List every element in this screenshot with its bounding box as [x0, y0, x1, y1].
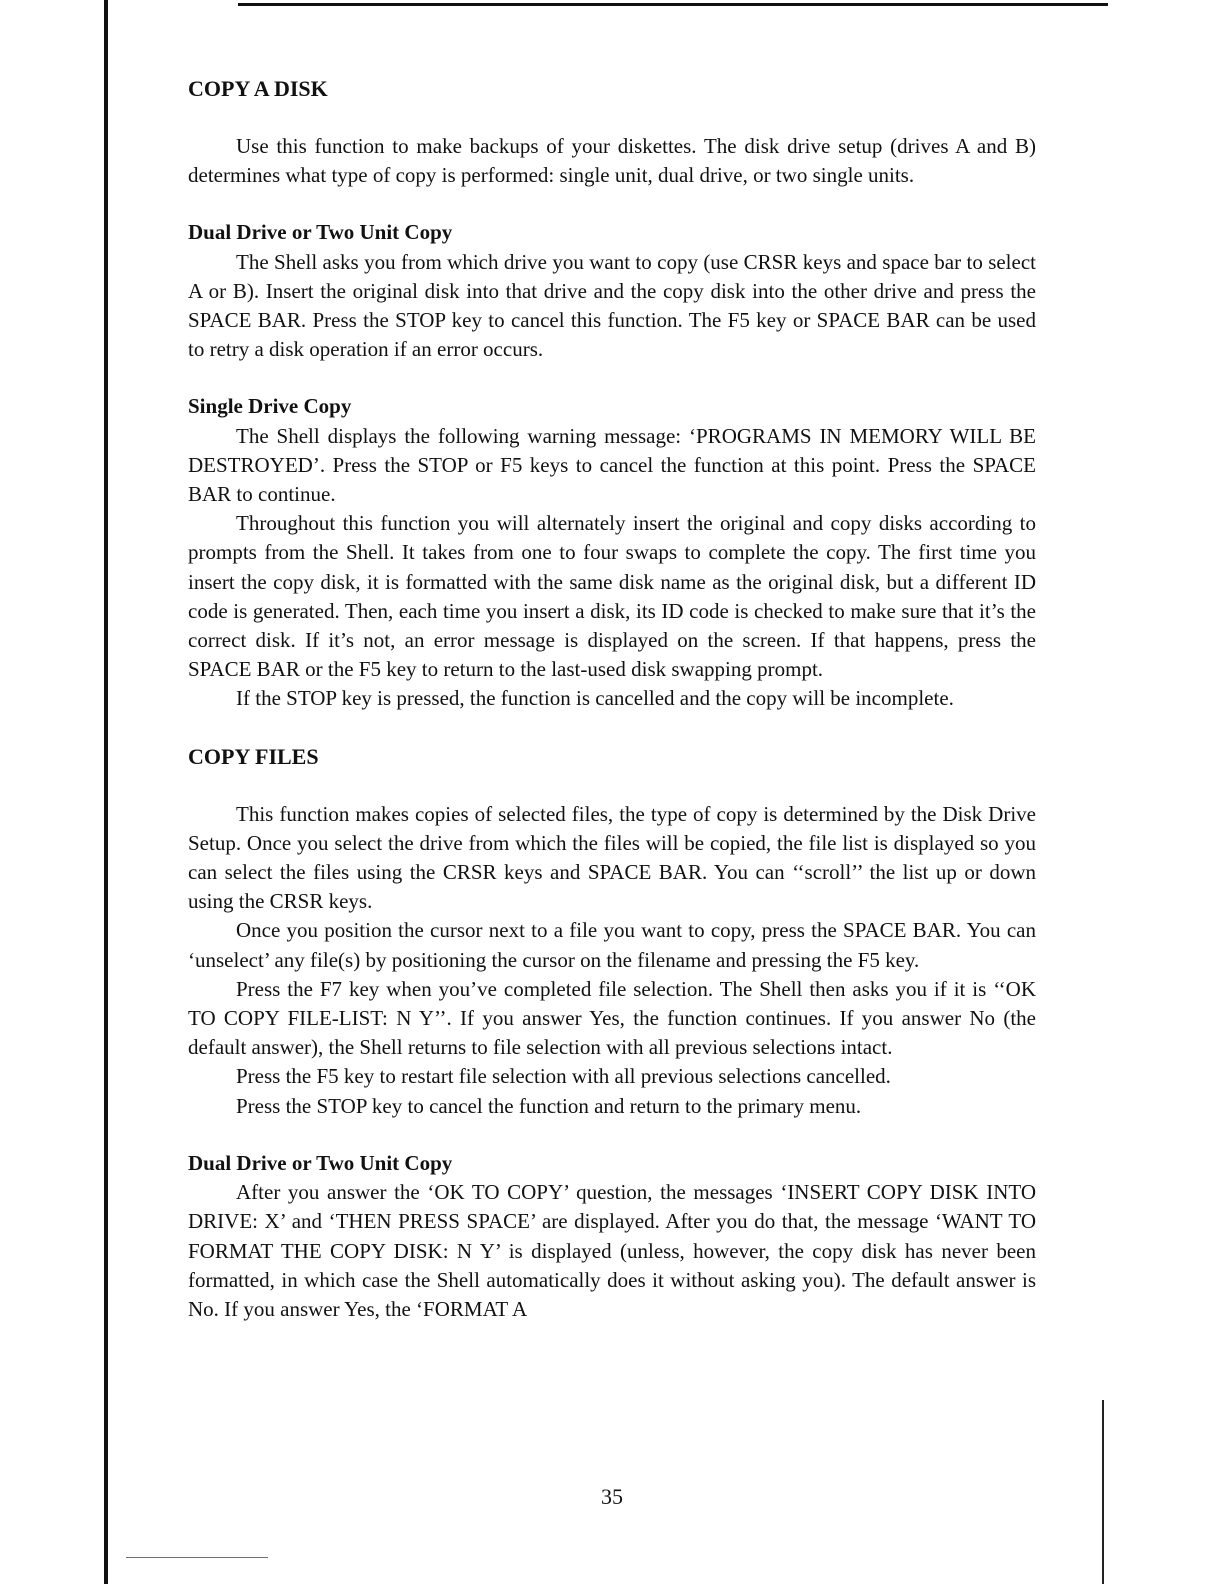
- scan-top-rule: [238, 3, 1108, 6]
- section-heading-copy-a-disk: COPY A DISK: [188, 76, 328, 101]
- subheading-dual-drive-copy-disk: Dual Drive or Two Unit Copy: [188, 220, 453, 245]
- paragraph-dual-drive-copy-disk: The Shell asks you from which drive you want to copy (use CRSR keys and space bar to select A or B). Insert the original disk into that drive and the copy disk into the other drive and press the SPACE BAR. Press the STOP key to cancel this function. The F5 key or SPACE BAR can be used to retry a disk operation if an error occurs.: [188, 249, 1036, 362]
- paragraph-copy-a-disk-intro: Use this function to make backups of your diskettes. The disk drive setup (drives A and B) determines what type of copy is performed: single unit, dual drive, or two single units.: [188, 134, 1036, 188]
- paragraph-dual-drive-copy-files: After you answer the ‘OK TO COPY’ question, the messages ‘INSERT COPY DISK INTO DRIVE: X’ and ‘THEN PRESS SPACE’ are displayed. After you do that, the message ‘WANT TO FORMAT THE COPY DISK: N Y’ is displayed (unless, however, the copy disk has never been formatted, in which case the Shell automatically does it without asking you). The default answer is No. If you answer Yes, the ‘FORMAT A: [188, 1180, 1036, 1321]
- subheading-single-drive-copy: Single Drive Copy: [188, 394, 352, 419]
- section-heading-copy-files: COPY FILES: [188, 743, 319, 769]
- page-content: [188, 74, 1036, 1324]
- scan-left-edge-bar: [104, 0, 108, 1584]
- paragraph-single-drive-stop: If the STOP key is pressed, the function is cancelled and the copy will be incomplete.: [236, 686, 954, 711]
- paragraph-copy-files-f7: Press the F7 key when you’ve completed file selection. The Shell then asks you if it is ‘‘OK TO COPY FILE-LIST: N Y’’. If you answer Yes, the function continues. If you answer No (the default answer), the Shell returns to file selection with all previous selections intact.: [188, 976, 1036, 1060]
- scan-bottom-mark: [126, 1557, 268, 1558]
- page-number: 35: [601, 1484, 623, 1509]
- paragraph-single-drive-swaps: Throughout this function you will alternately insert the original and copy disks according to prompts from the Shell. It takes from one to four swaps to complete the copy. The first time you insert the copy disk, it is formatted with the same disk name as the original disk, but a different ID code is generated. Then, each time you insert a disk, its ID code is checked to make sure that it’s the correct disk. If it’s not, an error message is displayed on the screen. If that happens, press the SPACE BAR or the F5 key to return to the last-used disk swapping prompt.: [188, 511, 1036, 682]
- paragraph-copy-files-intro: This function makes copies of selected files, the type of copy is determined by the Disk Drive Setup. Once you select the drive from which the files will be copied, the file list is displayed so you can select the files using the CRSR keys and SPACE BAR. You can ‘‘scroll’’ the list up or down using the CRSR keys.: [188, 801, 1036, 914]
- paragraph-single-drive-warning: The Shell displays the following warning message: ‘PROGRAMS IN MEMORY WILL BE DESTROYED’. Press the STOP or F5 keys to cancel the function at this point. Press the SPACE BAR to continue.: [188, 423, 1036, 507]
- subheading-dual-drive-copy-files: Dual Drive or Two Unit Copy: [188, 1150, 453, 1175]
- paragraph-copy-files-f5: Press the F5 key to restart file selection with all previous selections cancelled.: [236, 1064, 891, 1089]
- paragraph-copy-files-stop: Press the STOP key to cancel the function and return to the primary menu.: [236, 1093, 862, 1118]
- paragraph-copy-files-select: Once you position the cursor next to a file you want to copy, press the SPACE BAR. You can ‘unselect’ any file(s) by positioning the cursor on the filename and pressing the F5 key.: [188, 918, 1036, 972]
